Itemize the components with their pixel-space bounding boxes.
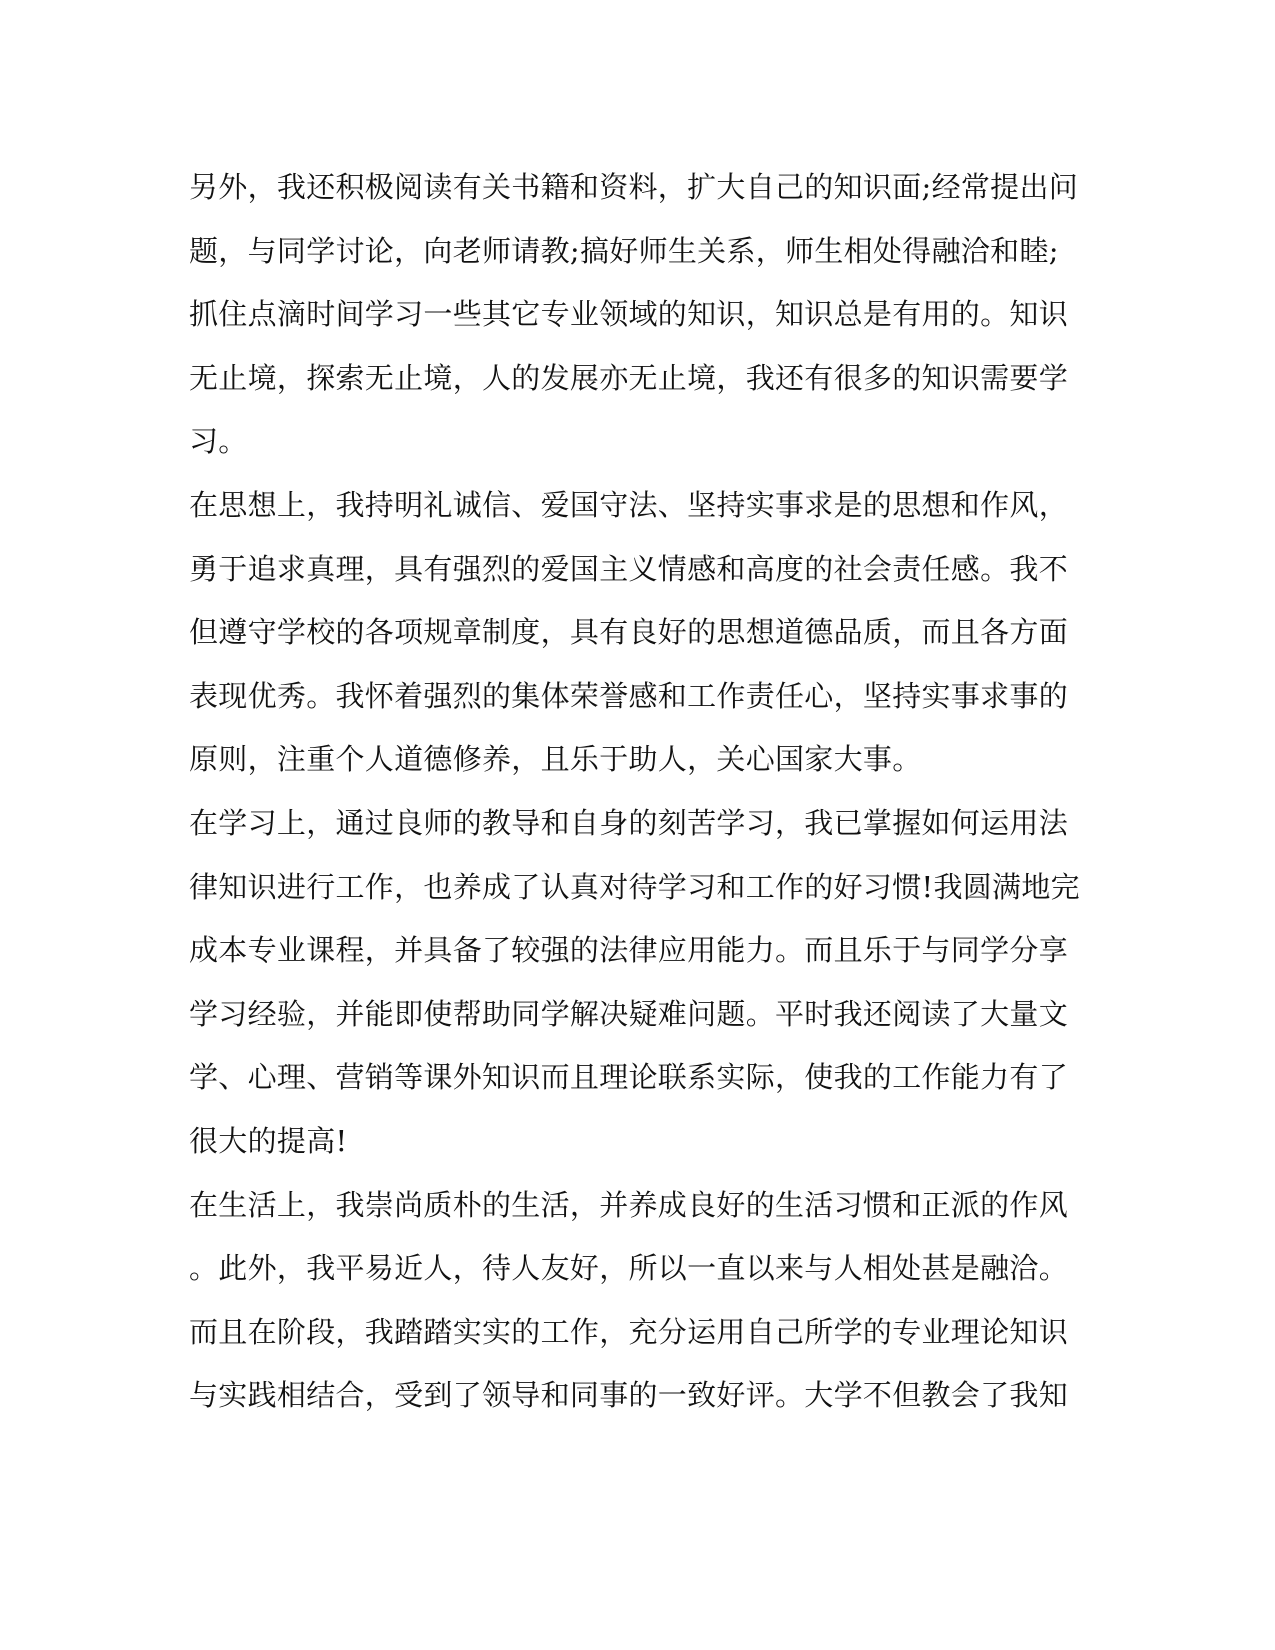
text-line-9: 表现优秀。我怀着强烈的集体荣誉感和工作责任心，坚持实事求事的 bbox=[189, 678, 1069, 713]
text-line-15: 学、心理、营销等课外知识而且理论联系实际，使我的工作能力有了 bbox=[189, 1060, 1069, 1095]
text-line-2: 题，与同学讨论，向老师请教;搞好师生关系，师生相处得融洽和睦; bbox=[189, 233, 1059, 268]
text-line-16: 很大的提高! bbox=[189, 1123, 348, 1158]
text-line-19: 而且在阶段，我踏踏实实的工作，充分运用自己所学的专业理论知识 bbox=[189, 1314, 1069, 1349]
text-line-17: 在生活上，我崇尚质朴的生活，并养成良好的生活习惯和正派的作风 bbox=[189, 1187, 1069, 1222]
text-line-3: 抓住点滴时间学习一些其它专业领域的知识，知识总是有用的。知识 bbox=[189, 297, 1069, 332]
text-line-6: 在思想上，我持明礼诚信、爱国守法、坚持实事求是的思想和作风， bbox=[189, 487, 1069, 522]
text-line-13: 成本专业课程，并具备了较强的法律应用能力。而且乐于与同学分享 bbox=[189, 933, 1069, 968]
body-text bbox=[189, 156, 1080, 1428]
text-line-8: 但遵守学校的各项规章制度，具有良好的思想道德品质，而且各方面 bbox=[189, 615, 1069, 650]
text-line-20: 与实践相结合，受到了领导和同事的一致好评。大学不但教会了我知 bbox=[189, 1378, 1069, 1413]
text-line-1: 另外，我还积极阅读有关书籍和资料，扩大自己的知识面;经常提出问 bbox=[189, 170, 1079, 204]
text-line-12: 律知识进行工作，也养成了认真对待学习和工作的好习惯!我圆满地完 bbox=[189, 869, 1080, 904]
text-line-18: 。此外，我平易近人，待人友好，所以一直以来与人相处甚是融洽。 bbox=[189, 1251, 1069, 1286]
text-line-7: 勇于追求真理，具有强烈的爱国主义情感和高度的社会责任感。我不 bbox=[189, 551, 1069, 586]
text-line-4: 无止境，探索无止境，人的发展亦无止境，我还有很多的知识需要学 bbox=[189, 360, 1069, 395]
text-line-11: 在学习上，通过良师的教导和自身的刻苦学习，我已掌握如何运用法 bbox=[189, 805, 1069, 840]
text-line-14: 学习经验，并能即使帮助同学解决疑难问题。平时我还阅读了大量文 bbox=[189, 996, 1069, 1031]
text-line-5: 习。 bbox=[189, 424, 248, 459]
text-line-10: 原则，注重个人道德修养，且乐于助人，关心国家大事。 bbox=[189, 742, 922, 777]
